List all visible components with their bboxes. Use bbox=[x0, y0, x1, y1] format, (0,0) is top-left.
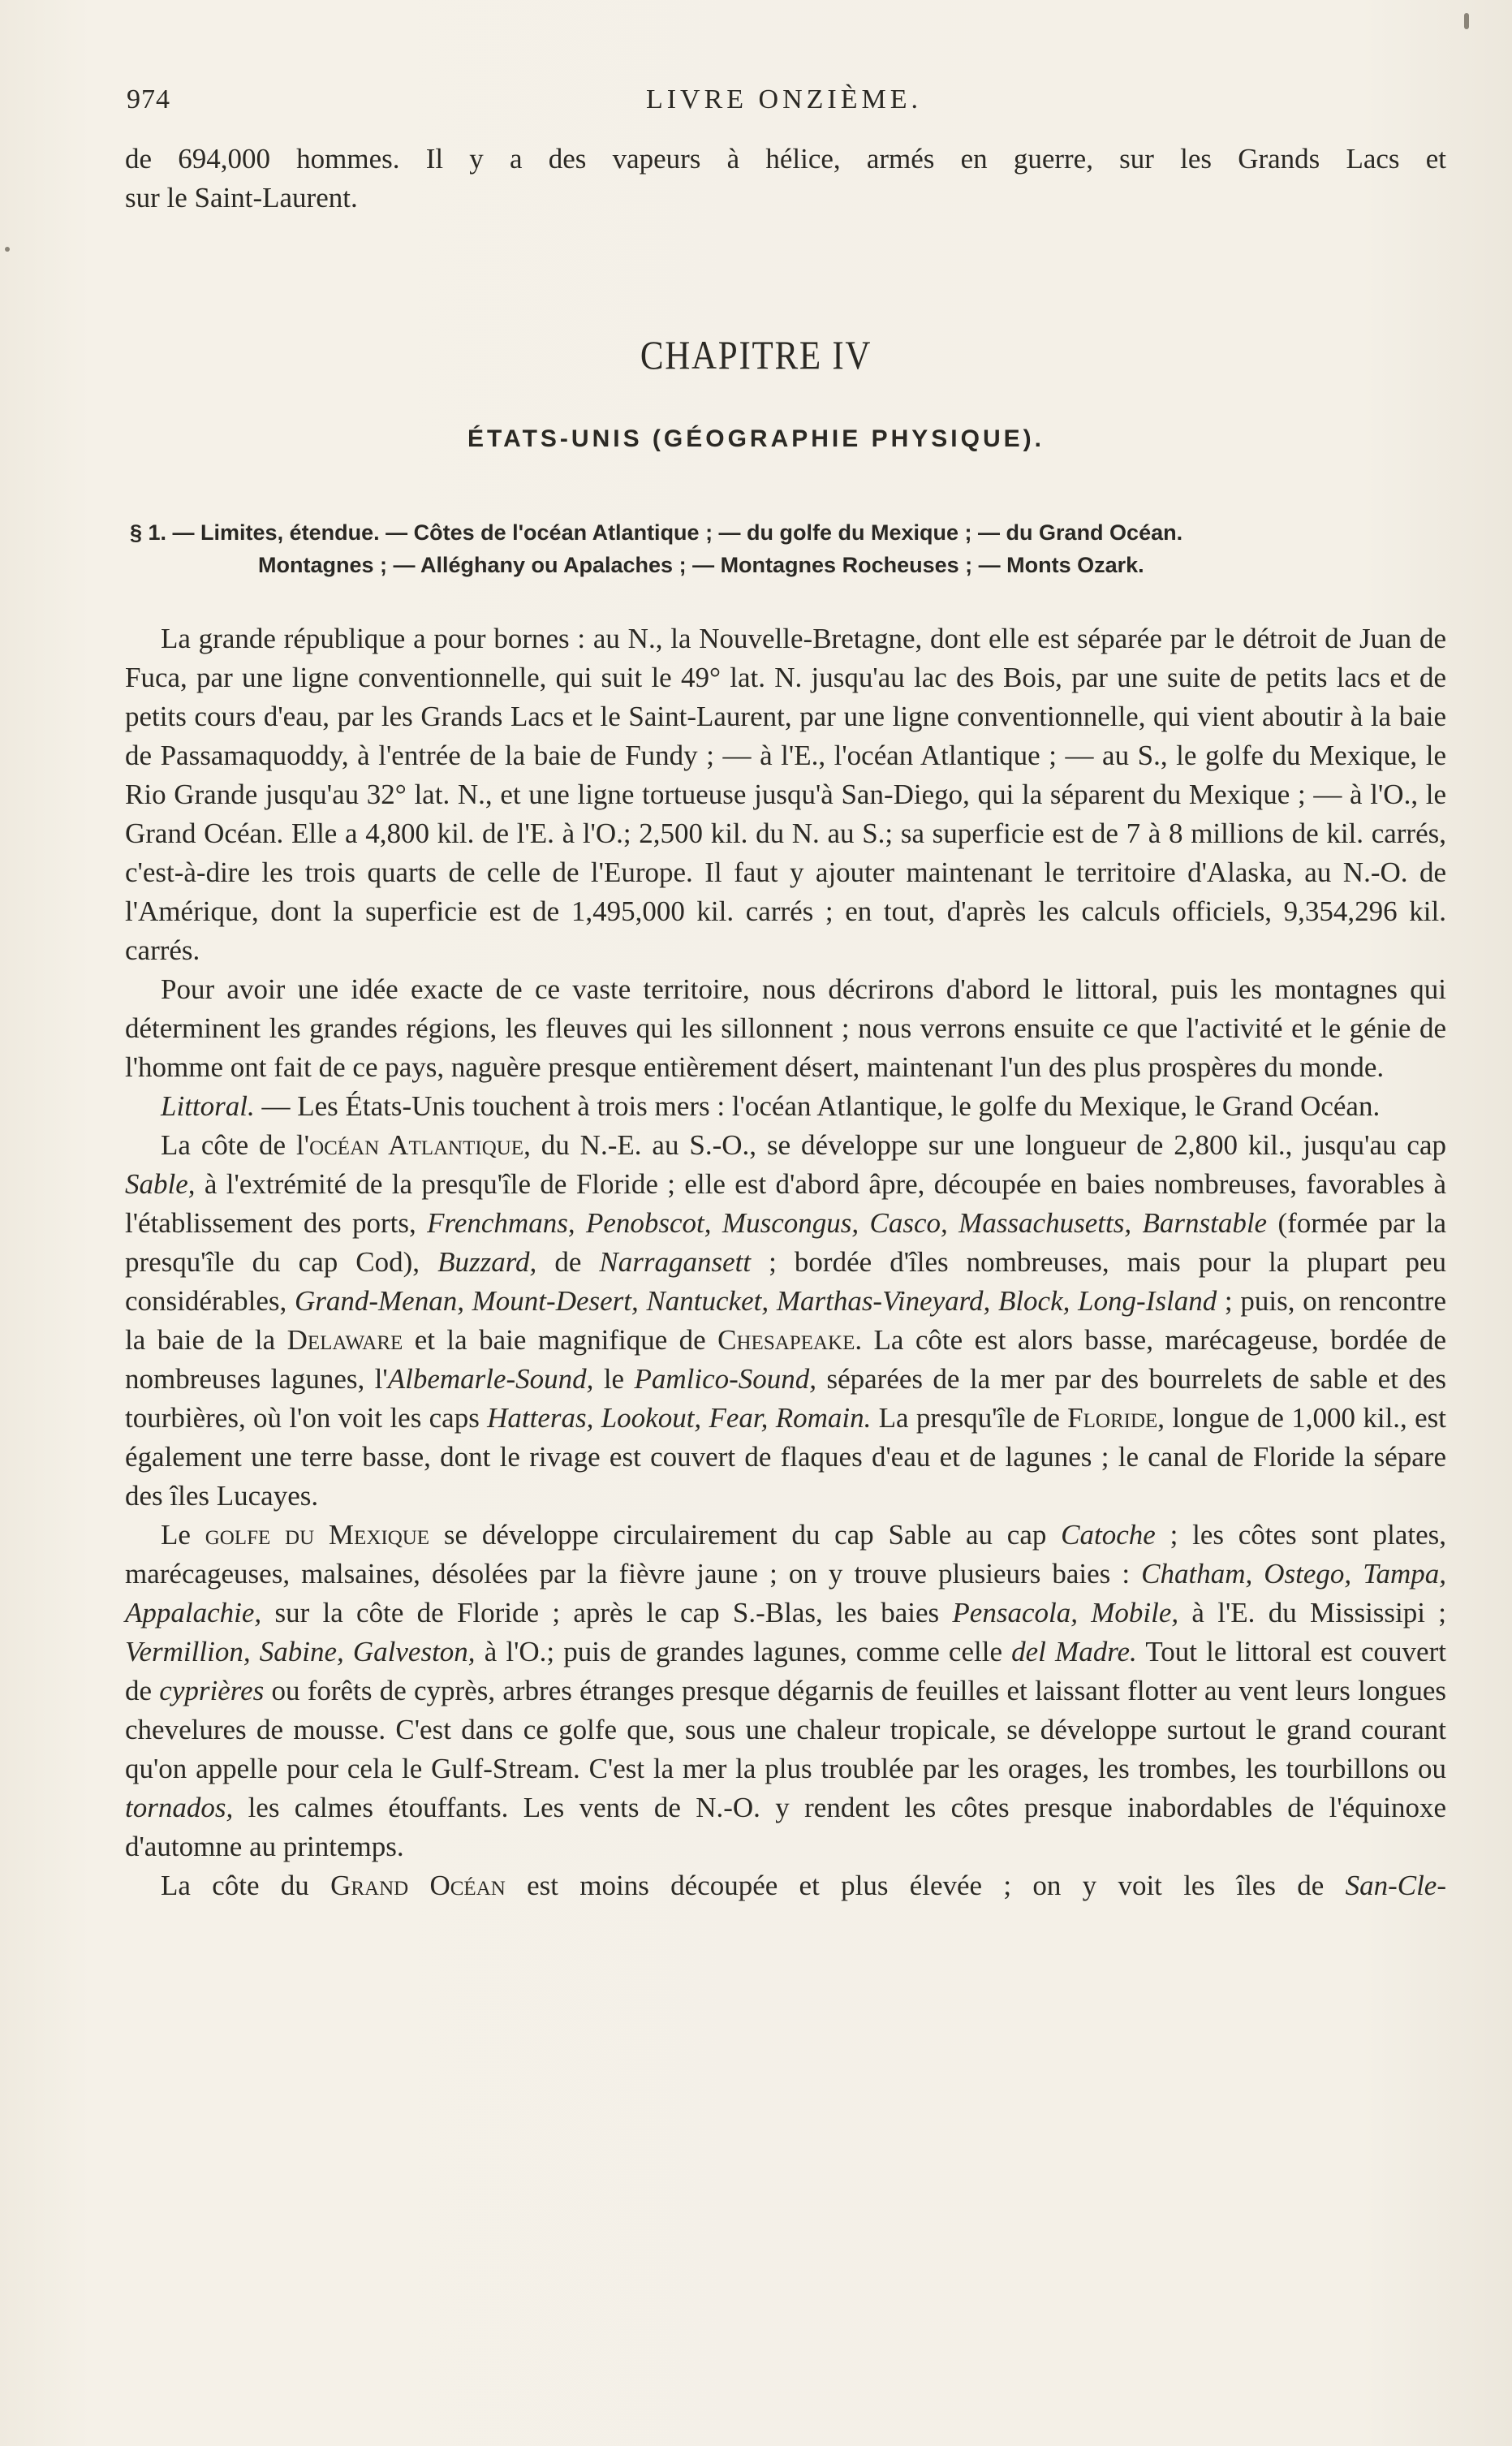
paragraph-gulf-of-mexico: Le golfe du Mexique se développe circulairement du cap Sable au cap Catoche ; les côtes sont plates, marécageuses, malsaines, désolées par la fièvre jaune ; on y trouve plusieurs baies : Chatham, Ostego, Tampa, Appalachie, sur la côte de Floride ; après le cap S.-Blas, les baies Pensacola, Mobile, à l'E. du Mississipi ; Vermillion, Sabine, Galveston, à l'O.; puis de grandes lagunes, comme celle del Madre. Tout le littoral est couvert de cyprières ou forêts de cyprès, arbres étranges presque dégarnis de feuilles et laissant flotter au vent leurs longues chevelures de mousse. C'est dans ce golfe que, sous une chaleur tropicale, se développe surtout le grand courant qu'on appelle pour cela le Gulf-Stream. C'est la mer la plus troublée par les orages, les trombes, les tourbillons ou tornados, les calmes étouffants. Les vents de N.-O. y rendent les côtes presque inabordables de l'équinoxe d'automne au printemps. bbox=[125, 1519, 1447, 1862]
main-text bbox=[125, 619, 1446, 1905]
chapter-title: CHAPITRE IV bbox=[640, 332, 872, 377]
ink-dot bbox=[5, 247, 10, 252]
paragraph-atlantic-coast: La côte de l'océan Atlantique, du N.-E. au S.-O., se développe sur une longueur de 2,800 kil., jusqu'au cap Sable, à l'extrémité de la presqu'île de Floride ; elle est d'abord âpre, découpée en baies nombreuses, favorables à l'établissement des ports, Frenchmans, Penobscot, Muscongus, Casco, Massachusetts, Barnstable (formée par la presqu'île du cap Cod), Buzzard, de Narragansett ; bordée d'îles nombreuses, mais pour la plupart peu considérables, Grand-Menan, Mount-Desert, Nantucket, Marthas-Vineyard, Block, Long-Island ; puis, on rencontre la baie de la Delaware et la baie magnifique de Chesapeake. La côte est alors basse, marécageuse, bordée de nombreuses lagunes, l'Albemarle-Sound, le Pamlico-Sound, séparées de la mer par des bourrelets de sable et des tourbières, où l'on voit les caps Hatteras, Lookout, Fear, Romain. La presqu'île de Floride, longue de 1,000 kil., est également une terre basse, dont le rivage est couvert de flaques d'eau et de lagunes ; le canal de Floride la sépare des îles Lucayes. bbox=[125, 1129, 1446, 1512]
page-header bbox=[127, 84, 1441, 117]
littoral-heading: Littoral. bbox=[161, 1090, 255, 1122]
chapter-subtitle: ÉTATS-UNIS (GÉOGRAPHIE PHYSIQUE). bbox=[467, 425, 1045, 452]
paragraph-boundaries: La grande république a pour bornes : au N., la Nouvelle-Bretagne, dont elle est séparée par le détroit de Juan de Fuca, par une ligne conventionnelle, qui suit le 49° lat. N. jusqu'au lac des Bois, par une suite de petits lacs et de petits cours d'eau, par les Grands Lacs et le Saint-Laurent, par une ligne conventionnelle, qui vient aboutir à la baie de Passamaquoddy, à l'entrée de la baie de Fundy ; — à l'E., l'océan Atlantique ; — au S., le golfe du Mexique, le Rio Grande jusqu'au 32° lat. N., et une ligne tortueuse jusqu'à San-Diego, qui la séparent du Mexique ; — à l'O., le Grand Océan. Elle a 4,800 kil. de l'E. à l'O.; 2,500 kil. du N. au S.; sa superficie est de 7 à 8 millions de kil. carrés, c'est-à-dire les trois quarts de celle de l'Europe. Il faut y ajouter maintenant le territoire d'Alaska, au N.-O. de l'Amérique, dont la superficie est de 1,495,000 kil. carrés ; en tout, d'après les calculs officiels, 9,354,296 kil. carrés. bbox=[125, 623, 1446, 966]
summary-line-2: Montagnes ; — Alléghany ou Apalaches ; — Montagnes Rocheuses ; — Monts Ozark. bbox=[258, 553, 1144, 577]
summary-line-1: § 1. — Limites, étendue. — Côtes de l'océan Atlantique ; — du golfe du Mexique ; — du Grand Océan. bbox=[130, 520, 1183, 545]
section-summary bbox=[130, 516, 1445, 581]
paragraph-overview: Pour avoir une idée exacte de ce vaste territoire, nous décrirons d'abord le littoral, puis les montagnes qui déterminent les grandes régions, les fleuves qui les sillonnent ; nous verrons ensuite ce que l'activité et le génie de l'homme ont fait de ce pays, naguère presque entièrement désert, maintenant l'un des plus prospères du monde. bbox=[125, 973, 1446, 1083]
page-number: 974 bbox=[127, 84, 170, 114]
opening-text bbox=[125, 140, 1446, 218]
opening-line-2: sur le Saint-Laurent. bbox=[125, 182, 358, 214]
running-head: LIVRE ONZIÈME. bbox=[645, 84, 923, 114]
opening-line-1: de 694,000 hommes. Il y a des vapeurs à hélice, armés en guerre, sur les Grands Lacs et bbox=[125, 143, 1446, 175]
ink-mark bbox=[1464, 13, 1469, 29]
paragraph-littoral: Littoral. — Les États-Unis touchent à trois mers : l'océan Atlantique, le golfe du Mexique, le Grand Océan. bbox=[161, 1090, 1381, 1122]
paragraph-pacific-coast: La côte du Grand Océan est moins découpée et plus élevée ; on y voit les îles de San-Cle- bbox=[161, 1870, 1446, 1901]
